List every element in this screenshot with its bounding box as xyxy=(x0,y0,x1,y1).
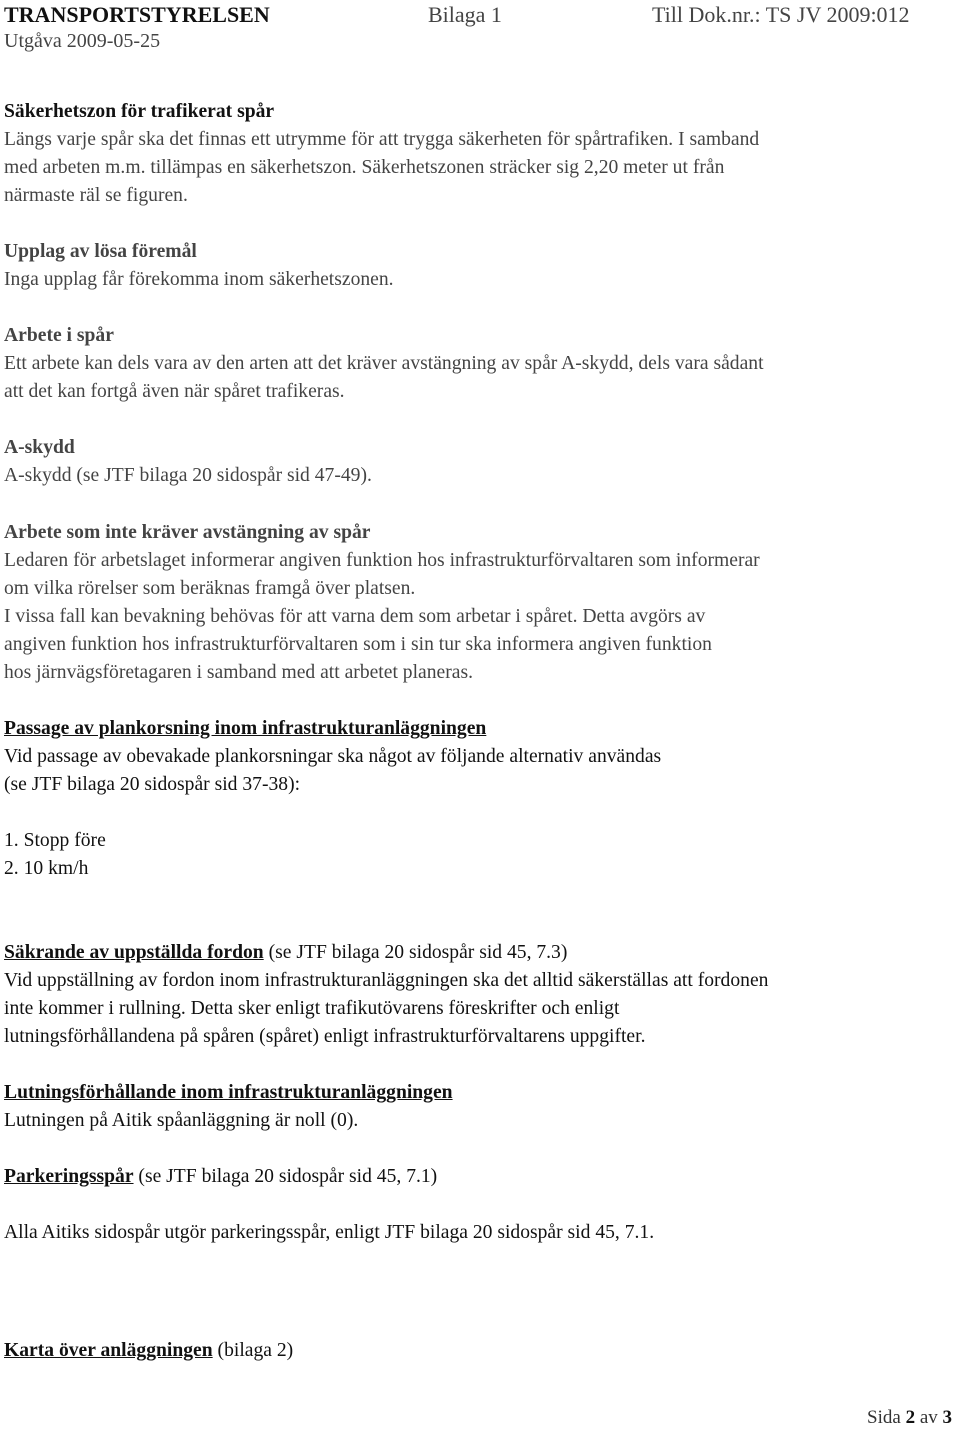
parked-vehicles-heading: Säkrande av uppställda fordon xyxy=(4,942,264,963)
work-no-closure-line: om vilka rörelser som beräknas framgå över platsen. xyxy=(4,578,416,599)
track-work-line: att det kan fortgå även när spåret trafikeras. xyxy=(4,381,345,402)
work-no-closure-line: I vissa fall kan bevakning behövas för att varna dem som arbetar i spåret. Detta avgörs av xyxy=(4,606,706,627)
page-number-label: Sida xyxy=(867,1407,906,1428)
safety-zone-line: med arbeten m.m. tillämpas en säkerhetszon. Säkerhetszonen sträcker sig 2,20 meter ut från xyxy=(4,157,725,178)
parking-tracks-heading-row xyxy=(4,1163,437,1191)
level-crossing-line: (se JTF bilaga 20 sidospår sid 37-38): xyxy=(4,774,301,795)
work-no-closure-line: angiven funktion hos infrastrukturförvaltaren som i sin tur ska informera angiven funktion xyxy=(4,634,712,655)
parked-vehicles-line: lutningsförhållandena på spåren (spåret) enligt infrastrukturförvaltarens uppgifter. xyxy=(4,1026,646,1047)
page-number-of: av xyxy=(915,1407,943,1428)
map-heading-row xyxy=(4,1337,293,1365)
work-no-closure-line: hos järnvägsföretagaren i samband med att arbetet planeras. xyxy=(4,662,473,683)
safety-zone-line: närmaste räl se figuren. xyxy=(4,185,188,206)
parked-vehicles-line: Vid uppställning av fordon inom infrastrukturanläggningen ska det alltid säkerställas att fordonen xyxy=(4,970,769,991)
header-edition: Utgåva 2009-05-25 xyxy=(4,30,161,52)
work-no-closure-line: Ledaren för arbetslaget informerar angiven funktion hos infrastrukturförvaltaren som informerar xyxy=(4,550,760,571)
header-appendix: Bilaga 1 xyxy=(428,2,502,27)
parking-tracks-heading: Parkeringsspår xyxy=(4,1166,134,1187)
safety-zone-line: Längs varje spår ska det finnas ett utrymme för att trygga säkerheten för spårtrafiken. I samband xyxy=(4,129,760,150)
level-crossing-option: 1. Stopp före xyxy=(4,830,106,851)
map-heading-ref: (bilaga 2) xyxy=(212,1340,294,1361)
level-crossing-option: 2. 10 km/h xyxy=(4,858,89,879)
a-protection-line: A-skydd (se JTF bilaga 20 sidospår sid 47-49). xyxy=(4,465,372,486)
level-crossing-heading: Passage av plankorsning inom infrastrukturanläggningen xyxy=(4,718,487,739)
a-protection-heading: A-skydd xyxy=(4,437,75,458)
track-work-heading: Arbete i spår xyxy=(4,325,114,346)
work-no-closure-heading: Arbete som inte kräver avstängning av spår xyxy=(4,522,371,543)
storage-heading: Upplag av lösa föremål xyxy=(4,241,197,262)
gradient-line: Lutningen på Aitik spåanläggning är noll (0). xyxy=(4,1110,359,1131)
header-org: TRANSPORTSTYRELSEN xyxy=(4,2,270,27)
header-doc-ref: Till Dok.nr.: TS JV 2009:012 xyxy=(652,2,910,27)
page-number-total: 3 xyxy=(942,1407,952,1428)
page-number xyxy=(867,1406,952,1430)
storage-line: Inga upplag får förekomma inom säkerhetszonen. xyxy=(4,269,394,290)
track-work-line: Ett arbete kan dels vara av den arten att det kräver avstängning av spår A-skydd, dels vara sådant xyxy=(4,353,764,374)
parked-vehicles-line: inte kommer i rullning. Detta sker enligt trafikutövarens föreskrifter och enligt xyxy=(4,998,620,1019)
level-crossing-line: Vid passage av obevakade plankorsningar ska något av följande alternativ användas xyxy=(4,746,662,767)
parked-vehicles-heading-ref: (se JTF bilaga 20 sidospår sid 45, 7.3) xyxy=(263,942,568,963)
map-heading: Karta över anläggningen xyxy=(4,1340,213,1361)
parked-vehicles-heading-row xyxy=(4,939,567,967)
parking-tracks-line: Alla Aitiks sidospår utgör parkeringsspår, enligt JTF bilaga 20 sidospår sid 45, 7.1. xyxy=(4,1222,655,1243)
gradient-heading: Lutningsförhållande inom infrastrukturanläggningen xyxy=(4,1082,453,1103)
safety-zone-heading: Säkerhetszon för trafikerat spår xyxy=(4,101,275,122)
page-number-current: 2 xyxy=(905,1407,916,1428)
parking-tracks-heading-ref: (se JTF bilaga 20 sidospår sid 45, 7.1) xyxy=(133,1166,438,1187)
